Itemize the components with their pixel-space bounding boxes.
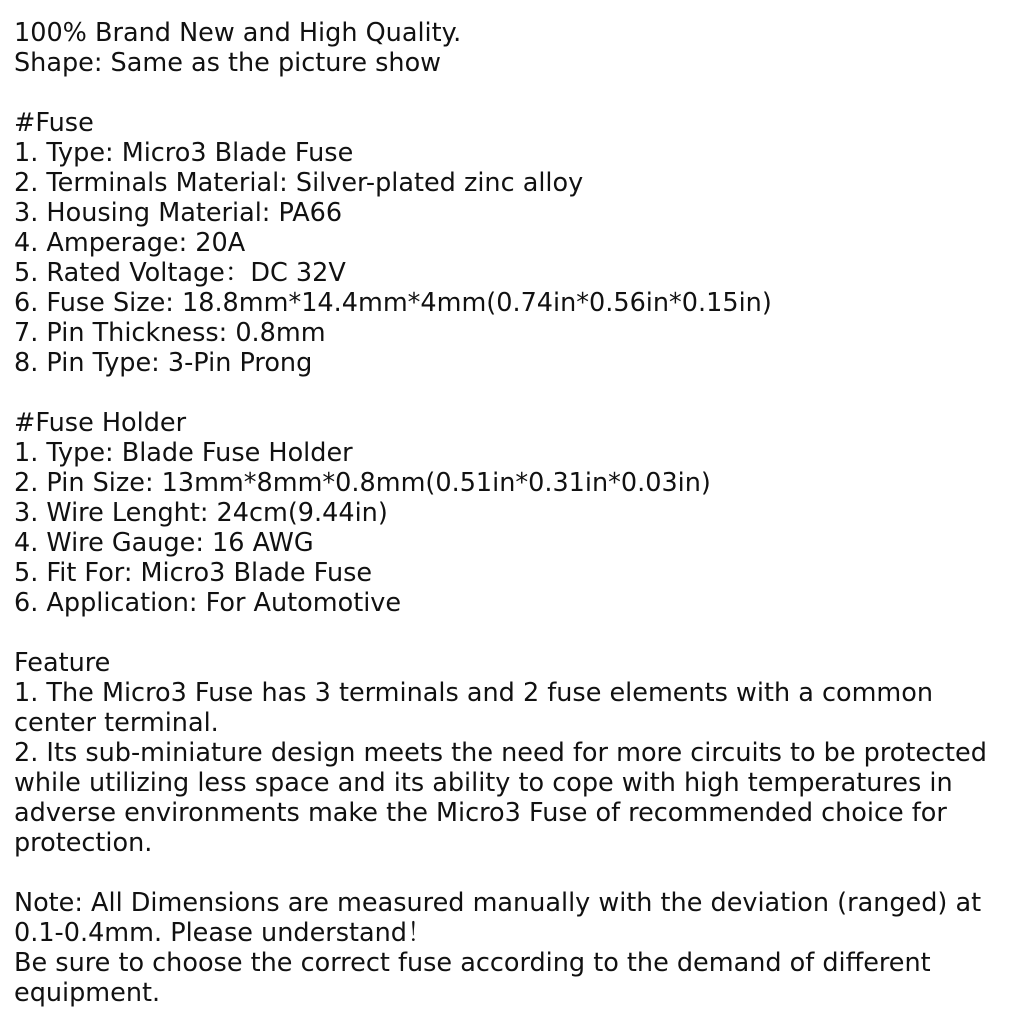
fuse-section-heading: #Fuse xyxy=(14,108,94,138)
fuse-holder-spec-item: 3. Wire Lenght: 24cm(9.44in) xyxy=(14,498,388,528)
fuse-holder-spec-item: 6. Application: For Automotive xyxy=(14,588,402,618)
spacer xyxy=(14,618,1010,648)
feature-item: 1. The Micro3 Fuse has 3 terminals and 2 fuse elements with a common center terminal. xyxy=(14,678,942,738)
fuse-spec-item: 3. Housing Material: PA66 xyxy=(14,198,343,228)
fuse-holder-spec-item: 5. Fit For: Micro3 Blade Fuse xyxy=(14,558,373,588)
fuse-spec-item: 7. Pin Thickness: 0.8mm xyxy=(14,318,326,348)
feature-section-heading: Feature xyxy=(14,648,111,678)
fuse-holder-section-heading: #Fuse Holder xyxy=(14,408,187,438)
fuse-spec-item: 5. Rated Voltage：DC 32V xyxy=(14,258,346,288)
intro-block xyxy=(14,18,1010,78)
fuse-spec-item: 8. Pin Type: 3-Pin Prong xyxy=(14,348,313,378)
spacer xyxy=(14,378,1010,408)
spacer xyxy=(14,78,1010,108)
note-section xyxy=(14,888,1010,1008)
note-line: Be sure to choose the correct fuse according to the demand of different equipment. xyxy=(14,948,939,1008)
fuse-holder-spec-item: 2. Pin Size: 13mm*8mm*0.8mm(0.51in*0.31in*0.03in) xyxy=(14,468,711,498)
spacer xyxy=(14,858,1010,888)
fuse-holder-spec-item: 1. Type: Blade Fuse Holder xyxy=(14,438,353,468)
note-line: Note: All Dimensions are measured manually with the deviation (ranged) at 0.1-0.4mm. Please understand！ xyxy=(14,888,990,948)
fuse-section xyxy=(14,108,1010,378)
fuse-spec-item: 6. Fuse Size: 18.8mm*14.4mm*4mm(0.74in*0.56in*0.15in) xyxy=(14,288,772,318)
feature-section xyxy=(14,648,1010,858)
feature-item: 2. Its sub-miniature design meets the need for more circuits to be protected while utilizing less space and its ability to cope with high temperatures in adverse environments make the Micro3 Fuse of recommended choice for protection. xyxy=(14,738,996,858)
fuse-spec-item: 2. Terminals Material: Silver-plated zinc alloy xyxy=(14,168,584,198)
intro-line-1: 100% Brand New and High Quality. xyxy=(14,18,462,48)
fuse-holder-spec-item: 4. Wire Gauge: 16 AWG xyxy=(14,528,314,558)
fuse-spec-item: 4. Amperage: 20A xyxy=(14,228,246,258)
intro-line-2: Shape: Same as the picture show xyxy=(14,48,442,78)
fuse-holder-section xyxy=(14,408,1010,618)
fuse-spec-item: 1. Type: Micro3 Blade Fuse xyxy=(14,138,354,168)
